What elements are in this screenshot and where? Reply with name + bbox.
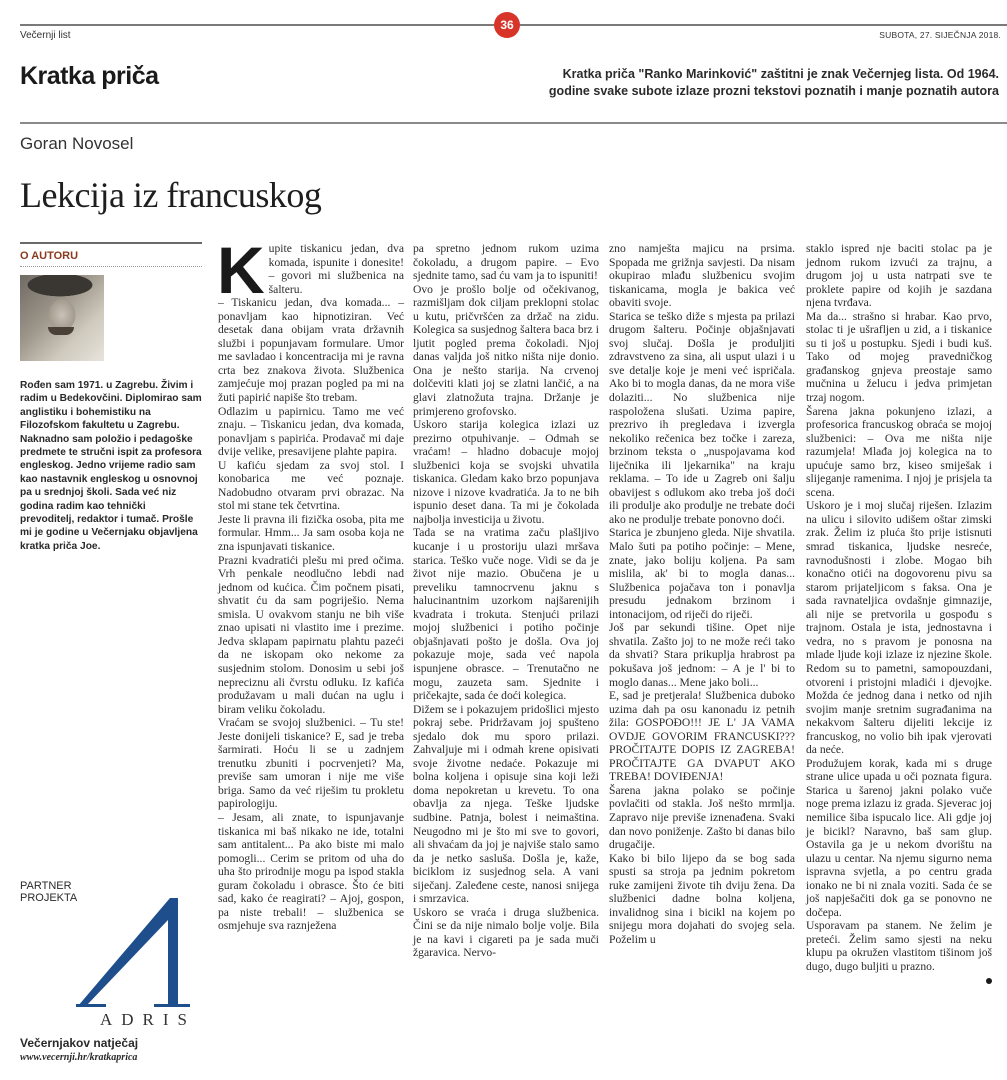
issue-date: SUBOTA, 27. SIJEČNJA 2018. [879, 30, 1001, 40]
end-of-article-bullet-icon [986, 978, 992, 984]
paragraph: zno namješta majicu na prsima. Spopada me grižnja savjesti. Da nisam okupirao mlađu službenicu svojim tiskanicama, mogla je bakica već obaviti svoje. [609, 242, 795, 310]
contest-link[interactable]: www.vecernji.hr/kratkaprica [20, 1052, 138, 1063]
paragraph: Još par sekundi tišine. Opet nije shvatila. Zašto joj to ne može reći tako da shvati? Stara prikuplja hrabrost pa pokušava još jednom: – A je l' bi to moglo danas... Mene jako boli... [609, 621, 795, 689]
article-column-2 [413, 242, 599, 960]
sidebar-rule [20, 242, 202, 244]
article-column-1 [217, 233, 404, 933]
about-author-box [20, 242, 202, 553]
section-title: Kratka priča [20, 62, 159, 90]
article-column-4 [806, 242, 992, 984]
photo-detail [48, 327, 74, 335]
author-photo [20, 275, 104, 361]
contest-name: Večernjakov natječaj [20, 1036, 139, 1050]
paragraph: upite tiskanicu jedan, dva komada, ispunite i donesite! – govori mi službenica na šalteru. [268, 242, 404, 296]
paragraph: Prazni kvadratići plešu mi pred očima. Vrh penkale neodlučno lebdi nad jednom od kućica. Čim počnem pisati, shvatit ću da sam pogriješio. Nema smisla. U ovakvom stanju ne bih više znao upisati ni vlastito ime i prezime. Jedva sklapam papirnatu plahtu pazeći da ne iskopam oko nekome za susjednim stolom. Donosim u sebi još nepreciznu ali čvrstu odluku. Iz kafića produžavam u mali dućan na uglu i biram veliku čokoladu. [218, 553, 404, 716]
logo-serif-right [154, 1004, 190, 1007]
paragraph: Uskoro je i moj slučaj riješen. Izlazim na ulicu i silovito udišem oštar zimski zrak. Želim iz pluća što prije istisnuti smrad tiskanica, ljudske nesreće, ravnodušnosti i zlobe. Mogao bih konačno otići na dogovorenu pivu sa starom prijateljicom s faksa. Ona je sada ravnateljica ovdašnje gimnazije, ali nije se pretvorila u gospođu s trajnom. Ostala je ista, jednostavna i vedra, no s pravom je ponosna na mlade ljude koji izlaze iz njezine škole. Redom su to pametni, samopouzdani, otvoreni i pristojni mladići i djevojke. Možda će jednog dana i netko od njih svojim manje sretnim sugrađanima na nekakvom šalteru dijeliti lekcije iz francuskog, no volio bih ipak vjerovati da neće. [806, 499, 992, 757]
paragraph: Odlazim u papirnicu. Tamo me već znaju. – Tiskanicu jedan, dva komada, ponavljam s papirića. Prodavač mi daje dvije velike, presavijene plahte papira. [218, 404, 404, 459]
paragraph: Ovo je prošlo bolje od očekivanog, razmišljam dok ciljam preklopni stolac u kutu, pričvršćen za držač na zidu. Kolegica sa susjednog šaltera baca brz i ljutit pogled prema čokoladi. Njoj danas valjda još nitko ništa nije donio. Ona je nešto starija. Na crvenoj dolčeviti klati joj se zlatni lančić, a na glavi zlatnožuta trajna. Držanje je primjereno grofovsko. [413, 282, 599, 418]
header-divider [20, 122, 1007, 124]
paragraph: E, sad je pretjerala! Službenica duboko uzima dah pa osu kanonadu iz petnih žila: GOSPOĐO!!! JE L' JA VAMA OVDJE GOVORIM FRANCUSKI??? PROČITAJTE DOPIS IZ ZAGREBA! PROČITAJTE GA DVAPUT AKO TREBA! DOVIĐENJA! [609, 689, 795, 784]
paragraph: Usporavam pa stanem. Ne želim je preteći. Želim samo sjesti na neku klupu pa okružen vlastitom tišinom još dugo, dugo buljiti u prazno. [806, 919, 992, 973]
author-bio: Rođen sam 1971. u Zagrebu. Živim i radim u Bedekovčini. Diplomirao sam anglistiku i bohemistiku na Filozofskom fakultetu u Zagrebu. Naknadno sam položio i pedagoške predmete te stručni ispit za profesora engleskog. Jedno vrijeme radio sam kao nastavnik engleskog u osnovnoj pa u srednjoj školi. Sada već niz godina radim kao tehnički prevoditelj, redaktor i tumač. Prošle mi je godine u Večernjaku objavljena kratka priča Joe. [20, 380, 202, 552]
paragraph: Dižem se i pokazujem pridošlici mjesto pokraj sebe. Pridržavam joj spušteno sjedalo dok mu sporo prilazi. Zahvaljuje mi i odmah krene opisivati svoje životne nedaće. Pokazuje mi bolna koljena i opisuje sina koji leži doma nepokretan u krevetu. To ona obavlja za njega. Teške ljudske sudbine. Patnja, bolest i neimaština. Neugodno mi je što mi sve to govori, ali shvaćam da joj je najviše stalo samo da je netko sasluša. Došla je, kaže, biciklom iz susjednog sela. A vani siječanj. Zaleđene ceste, nanosi snijega i smrzavica. [413, 702, 599, 906]
article-title: Lekcija iz francuskog [20, 175, 322, 215]
paragraph: Jeste li pravna ili fizička osoba, pita me formular. Hmm... Ja sam osoba koja ne zna ispunjavati tiskanice. [218, 512, 404, 554]
about-author-heading: O AUTORU [20, 250, 79, 262]
partner-block [20, 880, 202, 1080]
paragraph: Produžujem korak, kada mi s druge strane ulice upada u oči poznata figura. Starica u šarenoj jakni polako vuče noge prema izlazu iz grada. Sjeverac joj nemilice šiba ispucalo lice. Ali gdje joj je bicikl? Naravno, baš sam glup. Ostavila ga je u nekom dvorištu na ulazu u centar. Na njemu sigurno nema ispravna svjetla, a po centru grada ionako ne bi ni znala voziti. Sada će se još napješačiti dok ga se ponovno ne dočepa. [806, 756, 992, 919]
page-number-badge: 36 [494, 12, 520, 38]
article-column-3 [609, 242, 795, 946]
paragraph: Vraćam se svojoj službenici. – Tu ste! Jeste donijeli tiskanice? E, sad je treba šarmirati. Hoću li se u zadnjem trenutku zbuniti i pocrvenjeti? Ma, previše sam umoran i nije me više briga. Samo da već riješim tu prokletu papirologiju. [218, 716, 404, 811]
paragraph: Uskoro starija kolegica izlazi uz prezirno otpuhivanje. – Odmah se vraćam! – hladno dobacuje mojoj službenici koja se svojski uhvatila tiskanica. Gledam kako brzo popunjava nizove i nizove kvadratića. Ja to ne bih ispunio deset dana. Ta mi je čokolada najbolja investicija u životu. [413, 418, 599, 526]
paragraph: Tada se na vratima začu plašljivo kucanje i u prostoriju ulazi mršava starica. Teško vuče noge. Vidi se da je život nije mazio. Obučena je u preveliku tamnocrvenu jaknu s halucinantnim uzorkom najšarenijih kvadrata i trokuta. Stenjući prilazi mojoj službenici i potiho počinje objašnjavati pošto je došla. Ova joj pokazuje moje, sada već napola ispunjene obrasce. – Trenutačno ne mogu, zauzeta sam. Sjednite i pričekajte, sada će doći kolegica. [413, 526, 599, 703]
section-description: Kratka priča "Ranko Marinković" zaštitni je znak Večernjeg lista. Od 1964. godine svake subote izlaze prozni tekstovi poznatih i manje poznatih autora [548, 67, 999, 98]
adris-wordmark: ADRIS [100, 1010, 197, 1029]
partner-label-line1: PARTNER [20, 880, 72, 892]
paper-name: Večernji list [20, 30, 71, 41]
logo-stroke [78, 898, 178, 1006]
paragraph: Šarena jakna pokunjeno izlazi, a profesorica francuskog obraća se mojoj službenici: – Ova me ništa nije razumjela! Mlađa joj kolegica na to upućuje samo brz, kiseo smiješak i slijeganje ramenima. I njoj je prisjela ta scena. [806, 404, 992, 499]
drop-cap: K [217, 233, 265, 307]
partner-label-line2: PROJEKTA [20, 892, 78, 904]
logo-serif-left [76, 1004, 106, 1007]
paragraph: Šarena jakna polako se počinje povlačiti od stakla. Još nešto mrmlja. Zapravo nije previše iznenađena. Svaki dan novo poniženje. Zašto bi danas bilo drugačije. [609, 783, 795, 852]
paragraph: U kafiću sjedam za svoj stol. I konobarica me već poznaje. Nadobudno otvaram prvi obrazac. Na stol mi stane tek četvrtina. [218, 458, 404, 513]
author-byline: Goran Novosel [20, 134, 134, 153]
adris-logo-icon [42, 880, 192, 1030]
paragraph: Kako bi bilo lijepo da se bog sada spusti sa stroja pa jednim pokretom ruke zamijeni živote tih dviju žena. Da službenici dadne bolna koljena, invalidnog sina i bicikl na kojem po snijegu mora dojahati do svojeg sela. Poželim u [609, 851, 795, 946]
paragraph: pa spretno jednom rukom uzima čokoladu, a drugom papire. – Evo sjednite tamo, sad ću vam ja to ispuniti! [413, 242, 599, 283]
paragraph: Starica je zbunjeno gleda. Nije shvatila. Malo šuti pa potiho počinje: – Mene, znate, jako boliju koljena. Pa sam mislila, ak' bi to mogla danas... Službenica pojačava ton i ponavlja presudu jednakom brzinom i intonacijom, od riječi do riječi. [609, 526, 795, 621]
paragraph: – Jesam, ali znate, to ispunjavanje tiskanica mi baš nikako ne ide, totalni sam antitalent... Pa ako biste mi malo pomogli... Cerim se pritom od uha do uha što prirodnije mogu pa ispod stakla guram čokoladu i obrasce. Što će biti sad, kako će reagirati? – Ajoj, gospon, pa niste trebali! – službenica se osmjehuje sva raznježena [218, 810, 404, 933]
paragraph: Ma da... strašno si hrabar. Kao prvo, stolac ti je ušrafljen u zid, a i tiskanice su ti još u postupku. Sjedi i budi kuš. Tako od mojeg pravedničkog građanskog gnjeva preostaje samo mučnina u želucu i jedva primjetan trzaj nogom. [806, 309, 992, 405]
dotted-divider [20, 266, 202, 267]
paragraph: – Tiskanicu jedan, dva komada... – ponavljam kao hipnotiziran. Već desetak dana obijam vrata državnih službi i popunjavam formulare. Umor me savladao i koncentracija mi je ravna crta bez znakova života. Službenica zamjećuje moj prazan pogled pa mi na žuti papirić napiše što trebam. [218, 296, 404, 405]
paragraph: Uskoro se vraća i druga službenica. Čini se da nije nimalo bolje volje. Bila je na kavi i cigareti pa je sada muči žgaravica. Nervo- [413, 905, 599, 960]
paragraph: Starica se teško diže s mjesta pa prilazi drugom šalteru. Počinje objašnjavati svoj slučaj. Došla je produljiti zdravstveno za sina, ali usput ulazi i u sve detalje koje je meni već ispričala. Ako bi to mogla danas, da ne mora više dolaziti... No službenica nije raspoložena slušati. Uzima papire, prezrivo ih pregledava i izvergla nekoliko rečenica bez točke i zareza, brzinom teksta o „nuspojavama kod liječnika ili ljekarnika" na kraju reklama. – To ide u Zagreb oni šalju obavijest s odlukom ako treba još doći ili produlje ako produlje ne trebate doći ako ne produlje trebate ponovno doći. [609, 309, 795, 526]
paragraph: staklo ispred nje baciti stolac pa je jednom rukom izvući za trajnu, a drugom joj u usta natrpati sve te proklete papire od kojih je sazdana njena tvrđava. [806, 242, 992, 310]
